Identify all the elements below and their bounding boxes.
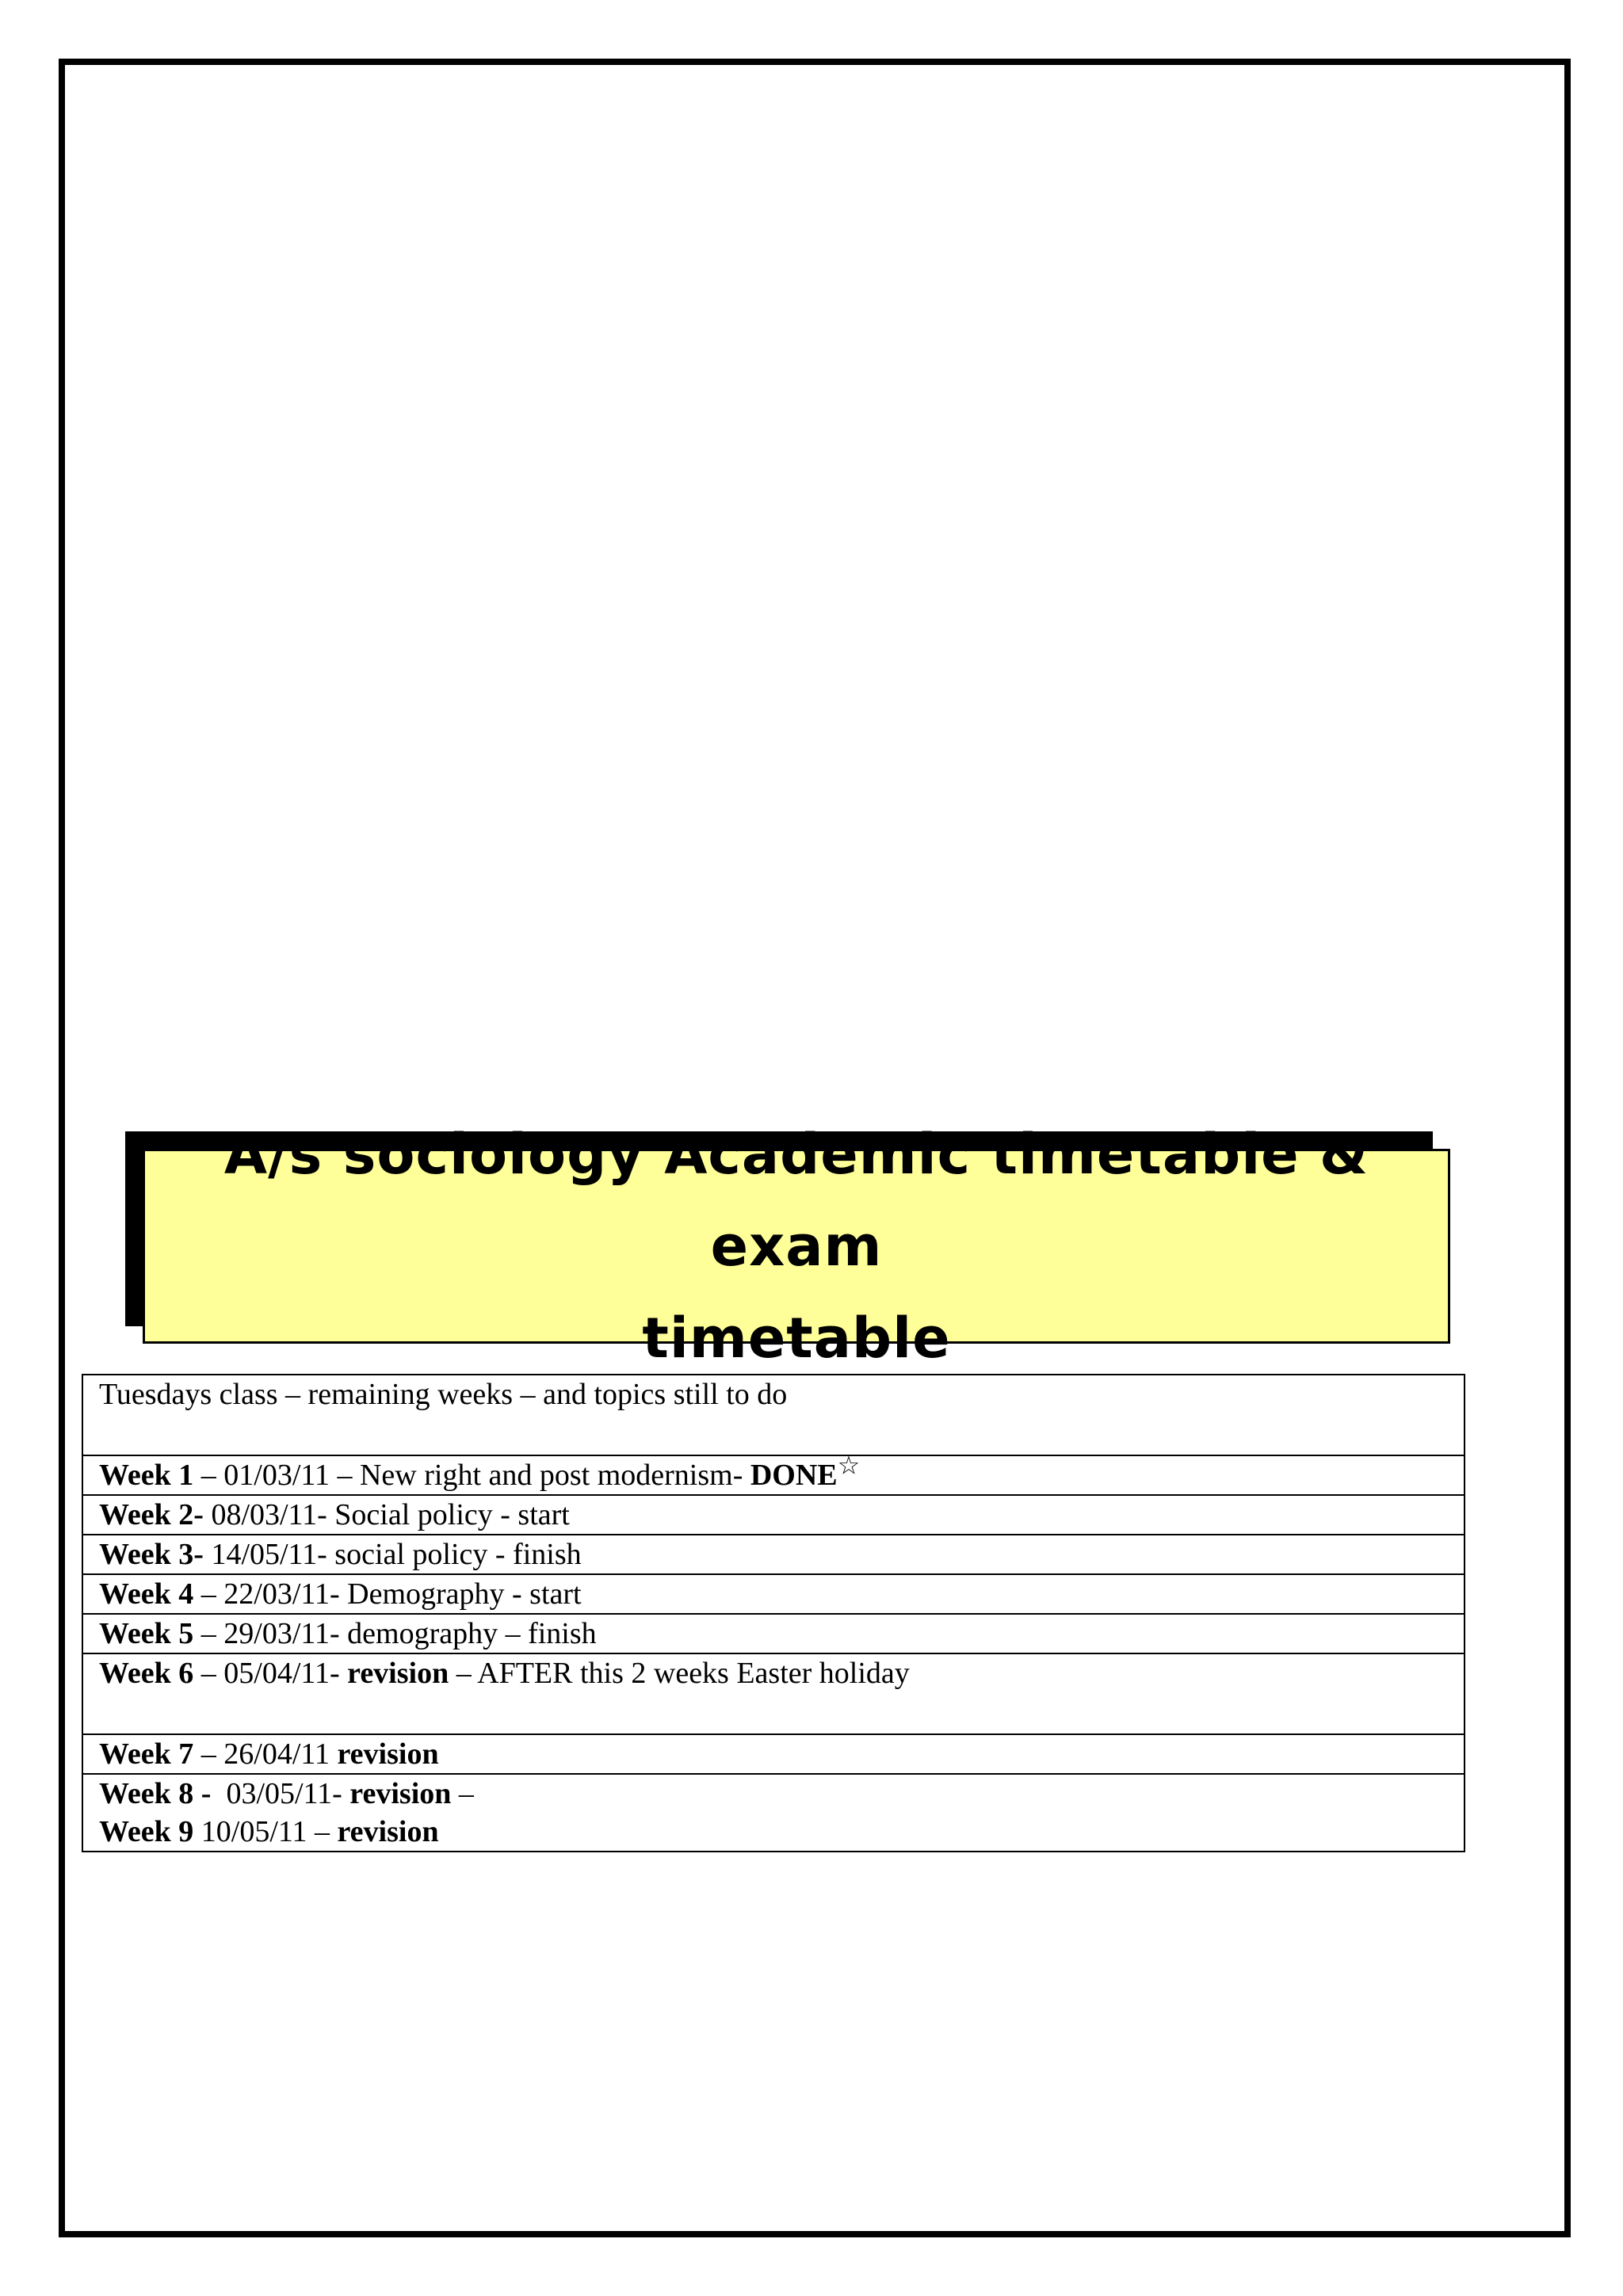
table-row bbox=[82, 1614, 1465, 1653]
table-row bbox=[82, 1455, 1465, 1495]
table-row bbox=[82, 1574, 1465, 1614]
week-note: – AFTER this 2 weeks Easter holiday bbox=[449, 1657, 910, 1690]
week-status: revision bbox=[349, 1777, 452, 1810]
week-text: – 22/03/11- Demography - start bbox=[193, 1577, 582, 1611]
week-label: Week 8 - bbox=[99, 1777, 212, 1810]
table-row-intro bbox=[82, 1375, 1465, 1455]
week-cell bbox=[82, 1653, 1465, 1734]
page-title bbox=[177, 1108, 1416, 1384]
week-cell bbox=[82, 1774, 1465, 1852]
week-label: Week 2- bbox=[99, 1498, 204, 1531]
week-text: – 29/03/11- demography – finish bbox=[193, 1617, 597, 1650]
schedule-table bbox=[82, 1374, 1465, 1852]
week-status: revision bbox=[337, 1737, 439, 1771]
title-line-2: timetable bbox=[642, 1306, 951, 1371]
week-label: Week 3- bbox=[99, 1538, 204, 1571]
week-cell bbox=[82, 1451, 1465, 1495]
table-row bbox=[82, 1774, 1465, 1852]
star-icon: ☆ bbox=[837, 1451, 861, 1480]
week-status: revision bbox=[347, 1657, 449, 1690]
table-row bbox=[82, 1653, 1465, 1734]
week-text: 14/05/11- social policy - finish bbox=[203, 1538, 582, 1571]
week-text: – 26/04/11 bbox=[193, 1737, 338, 1771]
week-status: DONE bbox=[750, 1459, 838, 1492]
week-cell bbox=[82, 1734, 1465, 1774]
week-label: Week 6 bbox=[99, 1657, 194, 1690]
title-line-1: A/s sociology Academic timetable & exam bbox=[223, 1122, 1369, 1279]
week-cell bbox=[82, 1535, 1465, 1574]
week-text: – 05/04/11- bbox=[193, 1657, 348, 1690]
week-label: Week 4 bbox=[99, 1577, 194, 1611]
week-cell bbox=[82, 1574, 1465, 1614]
week-text: 10/05/11 – bbox=[193, 1815, 338, 1848]
week-note: – bbox=[451, 1777, 474, 1810]
week-label: Week 7 bbox=[99, 1737, 194, 1771]
week-cell bbox=[82, 1495, 1465, 1535]
week-label: Week 1 bbox=[99, 1459, 194, 1492]
table-row bbox=[82, 1535, 1465, 1574]
week-label: Week 9 bbox=[99, 1815, 194, 1848]
intro-text: Tuesdays class – remaining weeks – and topics still to do bbox=[99, 1378, 788, 1411]
title-box bbox=[143, 1122, 1450, 1371]
table-row bbox=[82, 1734, 1465, 1774]
week-text: 03/05/11- bbox=[211, 1777, 350, 1810]
intro-cell bbox=[82, 1375, 1465, 1455]
week-cell bbox=[82, 1614, 1465, 1653]
table-row bbox=[82, 1495, 1465, 1535]
week-status: revision bbox=[337, 1815, 439, 1848]
week-label: Week 5 bbox=[99, 1617, 194, 1650]
week-text: – 01/03/11 – New right and post modernism- bbox=[193, 1459, 750, 1492]
week-text: 08/03/11- Social policy - start bbox=[203, 1498, 570, 1531]
